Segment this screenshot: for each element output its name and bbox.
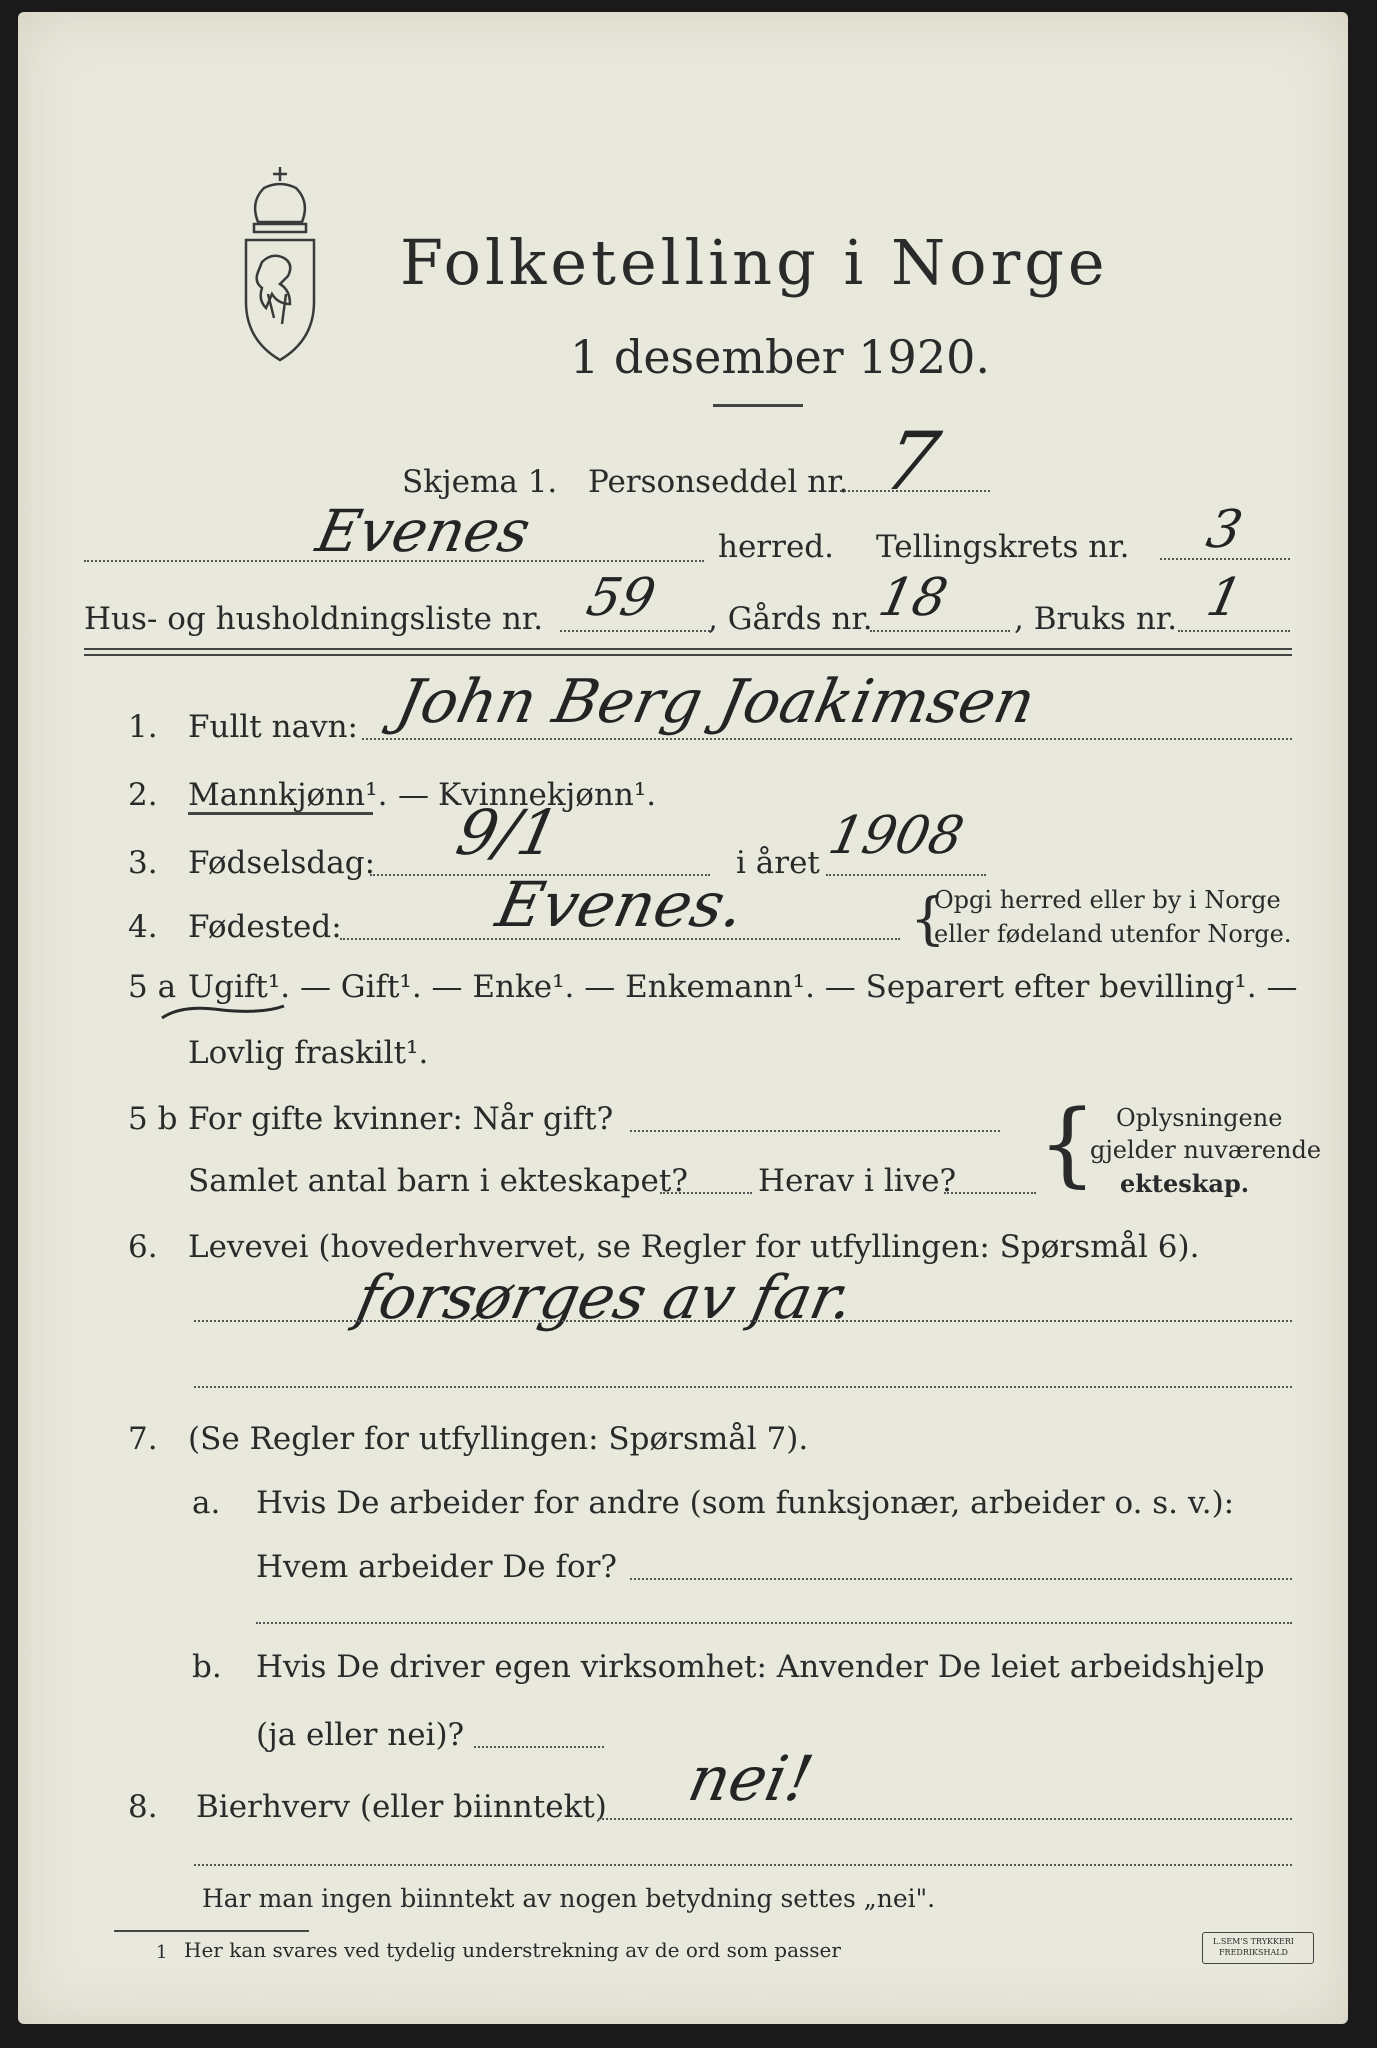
q6-number: 6. bbox=[128, 1229, 158, 1265]
tellingskrets-value: 3 bbox=[1201, 500, 1248, 560]
q4-note-line1: Opgi herred eller by i Norge bbox=[934, 886, 1281, 914]
q8-field-2 bbox=[194, 1864, 1292, 1866]
q5b-note3: ekteskap. bbox=[1120, 1169, 1250, 1198]
q5a-number: 5 a bbox=[128, 969, 177, 1005]
q3-number: 3. bbox=[128, 845, 158, 881]
q7a-field-2 bbox=[256, 1622, 1292, 1624]
q1-field bbox=[362, 738, 1292, 740]
q7-label: (Se Regler for utfyllingen: Spørsmål 7). bbox=[188, 1421, 809, 1457]
bruks-field bbox=[1178, 630, 1290, 632]
norwegian-coat-of-arms-icon bbox=[228, 162, 333, 372]
q4-label: Fødested: bbox=[188, 909, 342, 945]
footnote-rule bbox=[114, 1930, 309, 1932]
q6-label: Levevei (hovederhvervet, se Regler for utfyllingen: Spørsmål 6). bbox=[188, 1229, 1200, 1265]
q5b-line2a: Samlet antal barn i ekteskapet? bbox=[188, 1163, 688, 1199]
q6-field-2 bbox=[194, 1386, 1292, 1388]
bruks-value: 1 bbox=[1201, 568, 1248, 628]
q7a-field-1 bbox=[630, 1578, 1292, 1580]
q5b-when-field bbox=[630, 1130, 1000, 1132]
q3-value: 9/1 bbox=[450, 796, 566, 869]
q8-label: Bierhverv (eller biinntekt) bbox=[196, 1789, 607, 1825]
q8-value: nei! bbox=[682, 1742, 820, 1815]
skjema-label: Skjema 1. bbox=[402, 464, 558, 500]
personseddel-label: Personseddel nr. bbox=[588, 464, 849, 500]
q4-brace: { bbox=[910, 887, 946, 952]
q7a-line1: Hvis De arbeider for andre (som funksjonær, arbeider o. s. v.): bbox=[256, 1485, 1235, 1521]
q2-male-underline bbox=[188, 812, 373, 815]
q3-label: Fødselsdag: bbox=[188, 845, 376, 881]
q4-value: Evenes. bbox=[490, 868, 751, 941]
q8-number: 8. bbox=[128, 1789, 158, 1825]
q6-value: forsørges av far. bbox=[350, 1263, 860, 1333]
q5b-number: 5 b bbox=[128, 1101, 178, 1137]
census-form-sheet bbox=[18, 12, 1348, 2024]
q5a-line1: Ugift¹. — Gift¹. — Enke¹. — Enkemann¹. — Separert efter bevilling¹. — bbox=[188, 969, 1298, 1005]
q7a-letter: a. bbox=[192, 1485, 221, 1521]
q5b-brace: { bbox=[1038, 1090, 1097, 1197]
tellingskrets-label: Tellingskrets nr. bbox=[876, 529, 1130, 565]
herred-label: herred. bbox=[718, 529, 834, 565]
header-double-rule-bottom bbox=[84, 654, 1292, 656]
q5b-line1: For gifte kvinner: Når gift? bbox=[188, 1101, 614, 1137]
husliste-label: Hus- og husholdningsliste nr. bbox=[84, 601, 544, 637]
q2-female: Kvinnekjønn¹. bbox=[438, 777, 657, 813]
q2-separator: — bbox=[398, 777, 429, 813]
header-double-rule-top bbox=[84, 648, 1292, 650]
gards-value: 18 bbox=[873, 568, 953, 628]
q2-number: 2. bbox=[128, 777, 158, 813]
footnote-mark: 1 bbox=[156, 1942, 168, 1963]
footnote-text: Her kan svares ved tydelig understrekning av de ord som passer bbox=[184, 1938, 841, 1962]
printer-mark bbox=[1202, 1932, 1314, 1964]
q7a-line2: Hvem arbeider De for? bbox=[256, 1549, 618, 1585]
bruks-label: , Bruks nr. bbox=[1014, 601, 1178, 637]
q5a-ugift-underline bbox=[158, 1000, 288, 1024]
q3-year-field bbox=[826, 874, 986, 876]
q7b-letter: b. bbox=[192, 1649, 222, 1685]
q5b-note1: Oplysningene bbox=[1116, 1104, 1283, 1132]
q7b-line2: (ja eller nei)? bbox=[256, 1717, 465, 1753]
husliste-value: 59 bbox=[581, 568, 661, 628]
q1-label: Fullt navn: bbox=[188, 709, 358, 745]
q8-field-1 bbox=[598, 1818, 1292, 1820]
herred-value: Evenes bbox=[310, 497, 537, 565]
gards-label: , Gårds nr. bbox=[708, 601, 873, 637]
q5b-line2b: Herav i live? bbox=[758, 1163, 957, 1199]
form-title: Folketelling i Norge bbox=[400, 226, 1109, 299]
q1-number: 1. bbox=[128, 709, 158, 745]
personseddel-value: 7 bbox=[876, 415, 947, 508]
q7-number: 7. bbox=[128, 1421, 158, 1457]
q1-value: John Berg Joakimsen bbox=[390, 667, 1042, 737]
q3-year-label: i året bbox=[736, 845, 820, 881]
q5b-note2: gjelder nuværende bbox=[1090, 1136, 1322, 1164]
q8-note: Har man ingen biinntekt av nogen betydning settes „nei". bbox=[202, 1884, 936, 1913]
q5a-line2: Lovlig fraskilt¹. bbox=[188, 1035, 429, 1071]
q5b-children-field bbox=[660, 1192, 752, 1194]
printer-line2: FREDRIKSHALD bbox=[1219, 1948, 1288, 1957]
husliste-field bbox=[560, 630, 710, 632]
q2-male: Mannkjønn¹. bbox=[188, 777, 388, 813]
q4-note-line2: eller fødeland utenfor Norge. bbox=[934, 920, 1292, 948]
q5b-alive-field bbox=[944, 1192, 1036, 1194]
gards-field bbox=[870, 630, 1010, 632]
q4-number: 4. bbox=[128, 909, 158, 945]
q6-field-1 bbox=[194, 1320, 1292, 1322]
q7b-line1: Hvis De driver egen virksomhet: Anvender De leiet arbeidshjelp bbox=[256, 1649, 1265, 1685]
q7b-field bbox=[474, 1746, 604, 1748]
title-divider bbox=[713, 404, 803, 407]
q3-year-value: 1908 bbox=[823, 806, 969, 866]
form-date: 1 desember 1920. bbox=[570, 330, 990, 384]
printer-line1: L.SEM'S TRYKKERI bbox=[1213, 1937, 1294, 1946]
